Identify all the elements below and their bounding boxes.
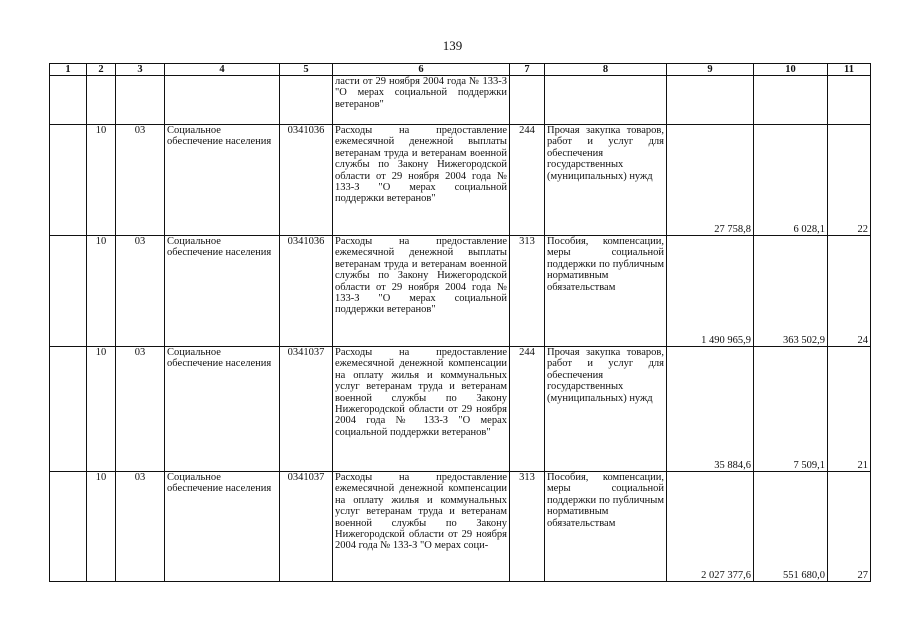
- subsection-code: 03: [116, 472, 165, 582]
- subsection-code: 03: [116, 125, 165, 236]
- col-header-8: 8: [545, 64, 667, 76]
- table-row: [50, 125, 871, 236]
- amount-col9: 27 758,8: [667, 125, 754, 236]
- value-col11: 21: [828, 347, 871, 472]
- amount-col10: 551 680,0: [754, 472, 828, 582]
- col-header-4: 4: [165, 64, 280, 76]
- expense-type-code: 244: [510, 125, 545, 236]
- cell-empty: [280, 76, 333, 125]
- amount-col9: 35 884,6: [667, 347, 754, 472]
- expense-type-code: 313: [510, 472, 545, 582]
- subsection-code: 03: [116, 236, 165, 347]
- table-row: [50, 472, 871, 582]
- target-article-code: 0341037: [280, 347, 333, 472]
- page-number: 139: [442, 38, 463, 53]
- col-header-3: 3: [116, 64, 165, 76]
- subsection-code: 03: [116, 347, 165, 472]
- section-name: Социальное обеспечение населения: [165, 125, 280, 236]
- amount-col9: 2 027 377,6: [667, 472, 754, 582]
- cell-empty: [667, 76, 754, 125]
- cell-empty: [545, 76, 667, 125]
- section-name: Социальное обеспечение населения: [165, 472, 280, 582]
- expense-type-name: Прочая закупка товаров, работ и услуг для обеспечения государственных (муниципальных) нужд: [545, 125, 667, 236]
- cell-empty: [116, 76, 165, 125]
- budget-table: [49, 63, 871, 582]
- section-code: 10: [87, 347, 116, 472]
- amount-col10: 7 509,1: [754, 347, 828, 472]
- target-article-code: 0341037: [280, 472, 333, 582]
- expense-type-code: 313: [510, 236, 545, 347]
- expense-type-name: Прочая закупка товаров, работ и услуг для обеспечения государственных (муниципальных) нужд: [545, 347, 667, 472]
- continuation-row: [50, 76, 871, 125]
- col-header-6: 6: [333, 64, 510, 76]
- section-code: 10: [87, 125, 116, 236]
- value-col11: 24: [828, 236, 871, 347]
- target-article-code: 0341036: [280, 236, 333, 347]
- section-code: 10: [87, 472, 116, 582]
- cell-empty: [510, 76, 545, 125]
- target-article-code: 0341036: [280, 125, 333, 236]
- cell-col1: [50, 236, 87, 347]
- amount-col9: 1 490 965,9: [667, 236, 754, 347]
- amount-col10: 363 502,9: [754, 236, 828, 347]
- table-row: [50, 347, 871, 472]
- cell-empty: [754, 76, 828, 125]
- expense-type-name: Пособия, компенсации, меры социальной поддержки по публичным нормативным обязательствам: [545, 472, 667, 582]
- cell-col1: [50, 472, 87, 582]
- expense-description: Расходы на предоставление ежемесячной денежной компенсации на оплату жилья и коммунальных услуг ветеранам труда и ветеранам военной службы по Закону Нижегородской области от 29 ноября 2004 года № 133-З "О мерах соци-: [333, 472, 510, 582]
- section-name: Социальное обеспечение населения: [165, 236, 280, 347]
- expense-type-name: Пособия, компенсации, меры социальной поддержки по публичным нормативным обязательствам: [545, 236, 667, 347]
- value-col11: 22: [828, 125, 871, 236]
- expense-description: Расходы на предоставление ежемесячной денежной выплаты ветеранам труда и ветеранам военной службы по Закону Нижегородской области от 29 ноября 2004 года № 133-З "О мерах социальной поддержки ветеранов": [333, 236, 510, 347]
- col-header-1: 1: [50, 64, 87, 76]
- section-name: Социальное обеспечение населения: [165, 347, 280, 472]
- section-code: 10: [87, 236, 116, 347]
- header-row: [50, 64, 871, 76]
- col-header-7: 7: [510, 64, 545, 76]
- table-row: [50, 236, 871, 347]
- col-header-11: 11: [828, 64, 871, 76]
- value-col11: 27: [828, 472, 871, 582]
- expense-description: Расходы на предоставление ежемесячной денежной выплаты ветеранам труда и ветеранам военной службы по Закону Нижегородской области от 29 ноября 2004 года № 133-З "О мерах социальной поддержки ветеранов": [333, 125, 510, 236]
- cell-empty: [828, 76, 871, 125]
- cell-col1: [50, 125, 87, 236]
- expense-type-code: 244: [510, 347, 545, 472]
- cell-empty: [165, 76, 280, 125]
- col-header-2: 2: [87, 64, 116, 76]
- amount-col10: 6 028,1: [754, 125, 828, 236]
- col-header-10: 10: [754, 64, 828, 76]
- col-header-9: 9: [667, 64, 754, 76]
- expense-description: Расходы на предоставление ежемесячной денежной компенсации на оплату жилья и коммунальных услуг ветеранам труда и ветеранам военной службы по Закону Нижегородской области от 29 ноября 2004 года № 133-З "О мерах социальной поддержки ветеранов": [333, 347, 510, 472]
- cell-empty: [87, 76, 116, 125]
- cell-empty: [50, 76, 87, 125]
- cell-col1: [50, 347, 87, 472]
- col-header-5: 5: [280, 64, 333, 76]
- continuation-description: ласти от 29 ноября 2004 года № 133-З "О мерах социальной поддержки ветеранов": [333, 76, 510, 125]
